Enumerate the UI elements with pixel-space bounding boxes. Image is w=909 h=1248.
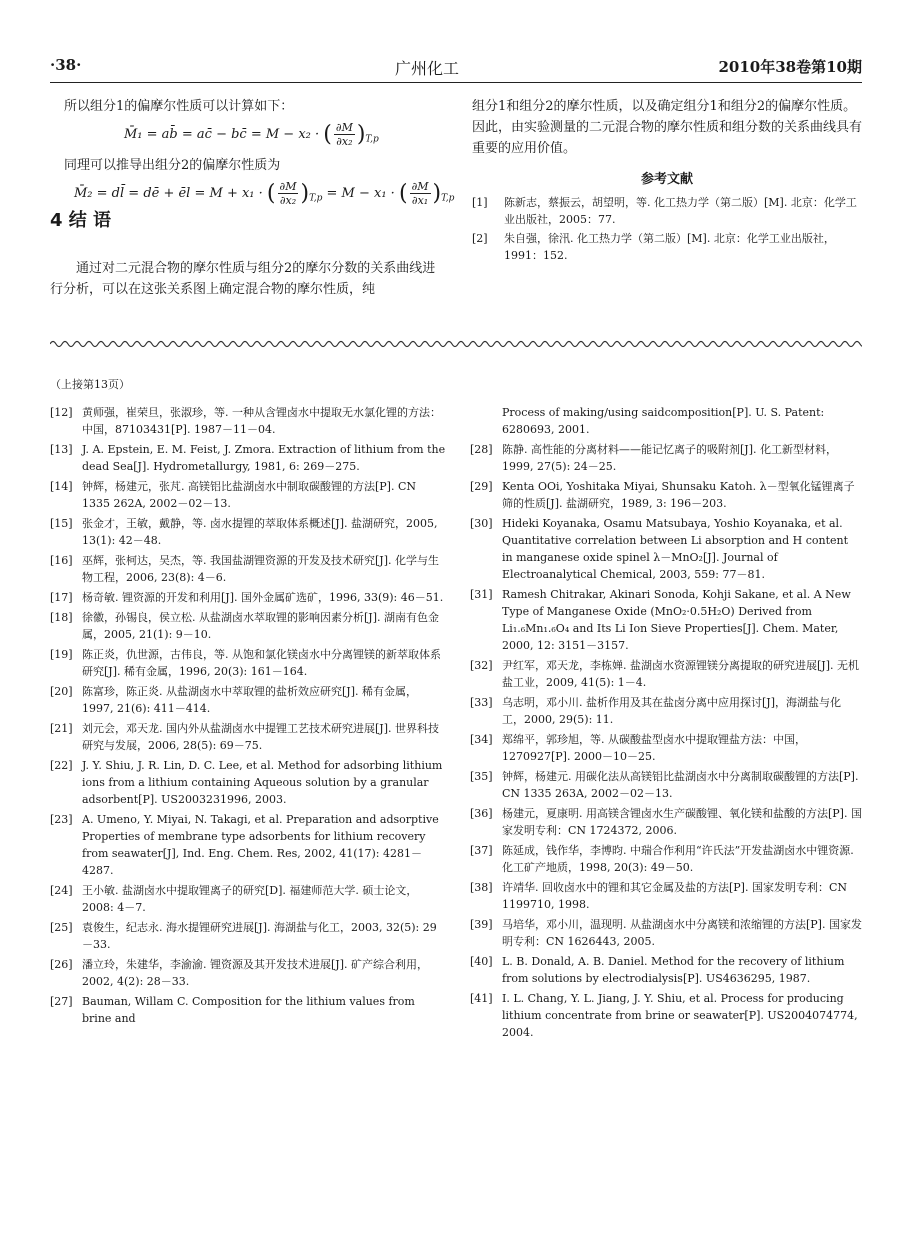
reference-text: J. A. Epstein, E. M. Feist, J. Zmora. Extraction of lithium from the dead Sea[J]. Hydrometallurgy, 1981, 6: 269－275.	[82, 443, 446, 473]
reference-number: [25]	[50, 921, 73, 934]
reference-number: [39]	[470, 918, 493, 931]
reference-number: [26]	[50, 958, 73, 971]
reference-item	[470, 879, 862, 913]
references-title: 参考文献	[640, 172, 693, 187]
references-right-column	[470, 404, 862, 1044]
reference-item	[50, 552, 446, 586]
reference-item	[50, 441, 446, 475]
reference-number: [31]	[470, 588, 493, 601]
reference-text: Hideki Koyanaka, Osamu Matsubaya, Yoshio Koyanaka, et al. Quantitative correlation between Li absorption and H content in manganese oxide spinel λ－MnO₂[J]. Journal of Electroanalytical Chemical, 2003, 559: 77－81.	[502, 517, 849, 581]
reference-number: [34]	[470, 733, 493, 746]
eq2-num2: ∂M	[411, 179, 429, 193]
reference-number: [29]	[470, 480, 493, 493]
reference-text: A. Umeno, Y. Miyai, N. Takagi, et al. Preparation and adsorptive Properties of membrane type adsorbents for lithium recovery from seawater[J], Ind. Eng. Chem. Res, 2002, 41(17): 4281－4287.	[82, 813, 439, 877]
reference-number: [13]	[50, 443, 73, 456]
reference-number: [30]	[470, 517, 493, 530]
reference-number: [21]	[50, 722, 73, 735]
right-top-column	[472, 96, 862, 266]
reference-text: 张金才，王敏，戴静，等. 卤水提锂的萃取体系概述[J]. 盐湖研究，2005, 13(1): 42－48.	[82, 517, 438, 547]
eq2-num: ∂M	[279, 179, 297, 193]
reference-text: 郑绵平，郭珍旭，等. 从碳酸盐型卤水中提取锂盐方法：中国，1270927[P]. 2000－10－25.	[502, 733, 806, 763]
reference-number: [23]	[50, 813, 73, 826]
para-partial-1: 所以组分1的偏摩尔性质可以计算如下：	[64, 99, 294, 114]
equation-1: M̄₁ = ab̄ = ac̄ − bc̄ = M − x₂ · ( $\frac{\partial M}{\text{∂x₂}}$ )$_{T,p}$	[124, 121, 379, 148]
reference-text: 陈富珍，陈正炎. 从盐湖卤水中萃取锂的盐析效应研究[J]. 稀有金属，1997, 21(6): 411－414.	[82, 685, 417, 715]
eq1-sub: T,p	[365, 134, 379, 145]
reference-number: [15]	[50, 517, 73, 530]
reference-item	[470, 916, 862, 950]
reference-item	[470, 953, 862, 987]
reference-item	[50, 882, 446, 916]
reference-text: I. L. Chang, Y. L. Jiang, J. Y. Shiu, et al. Process for producing lithium concentrate from brine or seawater[P]. US2004074774, 2004.	[502, 992, 858, 1039]
reference-item	[50, 589, 446, 606]
reference-item	[470, 768, 862, 802]
eq2-sub2: T,p	[441, 193, 455, 204]
reference-item	[50, 720, 446, 754]
reference-text: 钟辉，杨建元. 用碳化法从高镁铝比盐湖卤水中分离制取碳酸锂的方法[P]. CN 1335 263A, 2002－02－13.	[502, 770, 859, 800]
reference-text: 徐徽，孙锡良，侯立松. 从盐湖卤水萃取锂的影响因素分析[J]. 湖南有色金属，2005, 21(1): 9－10.	[82, 611, 439, 641]
reference-text: 乌志明，邓小川. 盐析作用及其在盐卤分离中应用探讨[J]，海湖盐与化工，2000, 29(5): 11.	[502, 696, 841, 726]
reference-item	[50, 993, 446, 1027]
continued-from-note: （上接第13页）	[50, 378, 130, 391]
reference-text: 刘元会，邓天龙. 国内外从盐湖卤水中提锂工艺技术研究进展[J]. 世界科技研究与发展，2006, 28(5): 69－75.	[82, 722, 439, 752]
reference-number: [18]	[50, 611, 73, 624]
reference-item	[50, 683, 446, 717]
reference-text: 陈正炎，仇世源，古伟良，等. 从饱和氯化镁卤水中分离锂镁的新萃取体系研究[J]. 稀有金属，1996, 20(3): 161－164.	[82, 648, 441, 678]
reference-text: J. Y. Shiu, J. R. Lin, D. C. Lee, et al. Method for adsorbing lithium ions from a lithium containing Aqueous solution by a granular adsorbent[P]. US2003231996, 2003.	[82, 759, 443, 806]
reference-text: 黄师强，崔荣旦，张淑珍，等. 一种从含锂卤水中提取无水氯化锂的方法：中国，87103431[P]. 1987－11－04.	[82, 406, 441, 436]
section-heading: 4 结 语	[50, 210, 112, 231]
reference-text: 杨建元，夏康明. 用高镁含锂卤水生产碳酸锂、氧化镁和盐酸的方法[P]. 国家发明专利：CN 1724372, 2006.	[502, 807, 862, 837]
eq2-mid: = M − x₁ ·	[326, 185, 395, 201]
reference-number: [17]	[50, 591, 73, 604]
reference-text: Kenta OOi, Yoshitaka Miyai, Shunsaku Katoh. λ－型氧化锰锂离子筛的性质[J]. 盐湖研究，1989, 3: 196－203.	[502, 480, 855, 510]
reference-item	[470, 990, 862, 1041]
reference-number: [33]	[470, 696, 493, 709]
eq2-den: ∂x₂	[279, 193, 297, 207]
reference-number: [40]	[470, 955, 493, 968]
reference-number: [16]	[50, 554, 73, 567]
reference-text: 杨奇敏. 锂资源的开发和利用[J]. 国外金属矿选矿，1996, 33(9): 46－51.	[82, 591, 444, 604]
reference-item	[470, 478, 862, 512]
reference-item	[50, 757, 446, 808]
reference-text: 巫辉，张柯达，吴杰，等. 我国盐湖锂资源的开发及技术研究[J]. 化学与生物工程，2006, 23(8): 4－6.	[82, 554, 439, 584]
reference-number: [20]	[50, 685, 73, 698]
reference-number: [28]	[470, 443, 493, 456]
top-references	[472, 194, 862, 264]
reference-number: [14]	[50, 480, 73, 493]
reference-text: 袁俊生，纪志永. 海水提锂研究进展[J]. 海湖盐与化工，2003, 32(5): 29－33.	[82, 921, 437, 951]
reference-text: Bauman, Willam C. Composition for the lithium values from brine and	[82, 995, 415, 1025]
reference-text: 钟辉，杨建元，张芃. 高镁铝比盐湖卤水中制取碳酸锂的方法[P]. CN 1335 262A, 2002－02－13.	[82, 480, 417, 510]
eq1-den: ∂x₂	[336, 135, 353, 148]
reference-number: [27]	[50, 995, 73, 1008]
reference-item	[470, 586, 862, 654]
reference-text: 王小敏. 盐湖卤水中提取锂离子的研究[D]. 福建师范大学. 硕士论文，2008: 4－7.	[82, 884, 418, 914]
reference-text: Ramesh Chitrakar, Akinari Sonoda, Kohji Sakane, et al. A New Type of Manganese Oxide (MnO₂·0.5H₂O) Derived from Li₁.₆Mn₁.₆O₄ and Its Li Ion Sieve Properties[J]. Chem. Mater, 2000, 12: 3151－3157.	[502, 588, 851, 652]
reference-number: [38]	[470, 881, 493, 894]
reference-number	[470, 404, 502, 438]
reference-text: 许靖华. 回收卤水中的锂和其它金属及盐的方法[P]. 国家发明专利：CN 1199710, 1998.	[502, 881, 848, 911]
reference-number: [22]	[50, 759, 73, 772]
reference-item	[50, 811, 446, 879]
reference-number: [32]	[470, 659, 493, 672]
equation-2: M̄₂ = dl̄ = dē + ēl = M + x₁ · ( $\frac{\partial M}{\text{∂x₂}}$ )$_{T,p} = M - x_1$ · ( $\frac{\partial M}{\text{∂x₁}}$ )$_{T,p}$	[74, 179, 455, 207]
reference-item	[50, 609, 446, 643]
conclusion-paragraph: 通过对二元混合物的摩尔性质与组分2的摩尔分数的关系曲线进行分析，可以在这张关系图上确定混合物的摩尔性质，纯	[50, 261, 436, 297]
eq1-num: ∂M	[335, 121, 353, 134]
wavy-divider	[50, 338, 862, 350]
reference-item: [1] 陈新志，蔡振云，胡望明，等. 化工热力学（第二版）[M]. 北京：化学工业出版社，2005：77.	[472, 196, 857, 226]
eq2-den2: ∂x₁	[411, 193, 429, 207]
eq2-sub: T,p	[309, 193, 323, 204]
reference-item	[50, 515, 446, 549]
reference-item	[470, 515, 862, 583]
page-number: ·38·	[50, 56, 82, 74]
left-top-column	[64, 96, 455, 213]
reference-text: 尹红军，邓天龙，李栋婵. 盐湖卤水资源锂镁分离提取的研究进展[J]. 无机盐工业，2009, 41(5): 1－4.	[502, 659, 859, 689]
reference-number: [41]	[470, 992, 493, 1005]
reference-number: [35]	[470, 770, 493, 783]
reference-item	[470, 441, 862, 475]
reference-text: 陈静. 高性能的分离材料——能记忆离子的吸附剂[J]. 化工新型材料，1999, 27(5): 24－25.	[502, 443, 837, 473]
reference-item	[470, 694, 862, 728]
reference-text: Process of making/using saidcomposition[P]. U. S. Patent: 6280693, 2001.	[502, 406, 825, 436]
journal-name: 广州化工	[395, 59, 460, 78]
reference-number: [12]	[50, 406, 73, 419]
reference-item	[470, 404, 862, 438]
reference-number: [36]	[470, 807, 493, 820]
issue-info: 2010年38卷第10期	[718, 58, 862, 76]
reference-number: [37]	[470, 844, 493, 857]
reference-text: 马培华，邓小川，温现明. 从盐湖卤水中分离镁和浓缩锂的方法[P]. 国家发明专利：CN 1626443, 2005.	[502, 918, 862, 948]
para-partial-2: 同理可以推导出组分2的偏摩尔性质为	[64, 157, 281, 173]
reference-item	[470, 842, 862, 876]
reference-item	[470, 657, 862, 691]
eq1-lhs: M̄₁ = ab̄ = ac̄ − bc̄ = M − x₂ ·	[124, 127, 320, 142]
references-left-column	[50, 404, 446, 1030]
reference-number: [19]	[50, 648, 73, 661]
reference-item: [2] 朱自强，徐汛. 化工热力学（第二版）[M]. 北京：化学工业出版社，1991：152.	[472, 232, 835, 262]
reference-item	[50, 956, 446, 990]
reference-item	[50, 646, 446, 680]
reference-item	[50, 404, 446, 438]
reference-text: 潘立玲，朱建华，李渝渝. 锂资源及其开发技术进展[J]. 矿产综合利用，2002, 4(2): 28－33.	[82, 958, 428, 988]
reference-item	[470, 805, 862, 839]
reference-item	[50, 919, 446, 953]
reference-text: L. B. Donald, A. B. Daniel. Method for the recovery of lithium from solutions by electrodialysis[P]. US4636295, 1987.	[502, 955, 845, 985]
reference-item	[470, 731, 862, 765]
para-continued: 组分1和组分2的摩尔性质，以及确定组分1和组分2的偏摩尔性质。因此，由实验测量的二元混合物的摩尔性质和组分数的关系曲线具有重要的应用价值。	[472, 99, 863, 156]
eq2-lhs: M̄₂ = dl̄ = dē + ēl = M + x₁ ·	[74, 185, 263, 201]
reference-number: [24]	[50, 884, 73, 897]
reference-text: 陈延成，钱作华，李博昀. 中瑞合作利用“许氏法”开发盐湖卤水中锂资源. 化工矿产地质，1998, 20(3): 49－50.	[502, 844, 854, 874]
header-rule	[50, 82, 862, 83]
reference-item	[50, 478, 446, 512]
